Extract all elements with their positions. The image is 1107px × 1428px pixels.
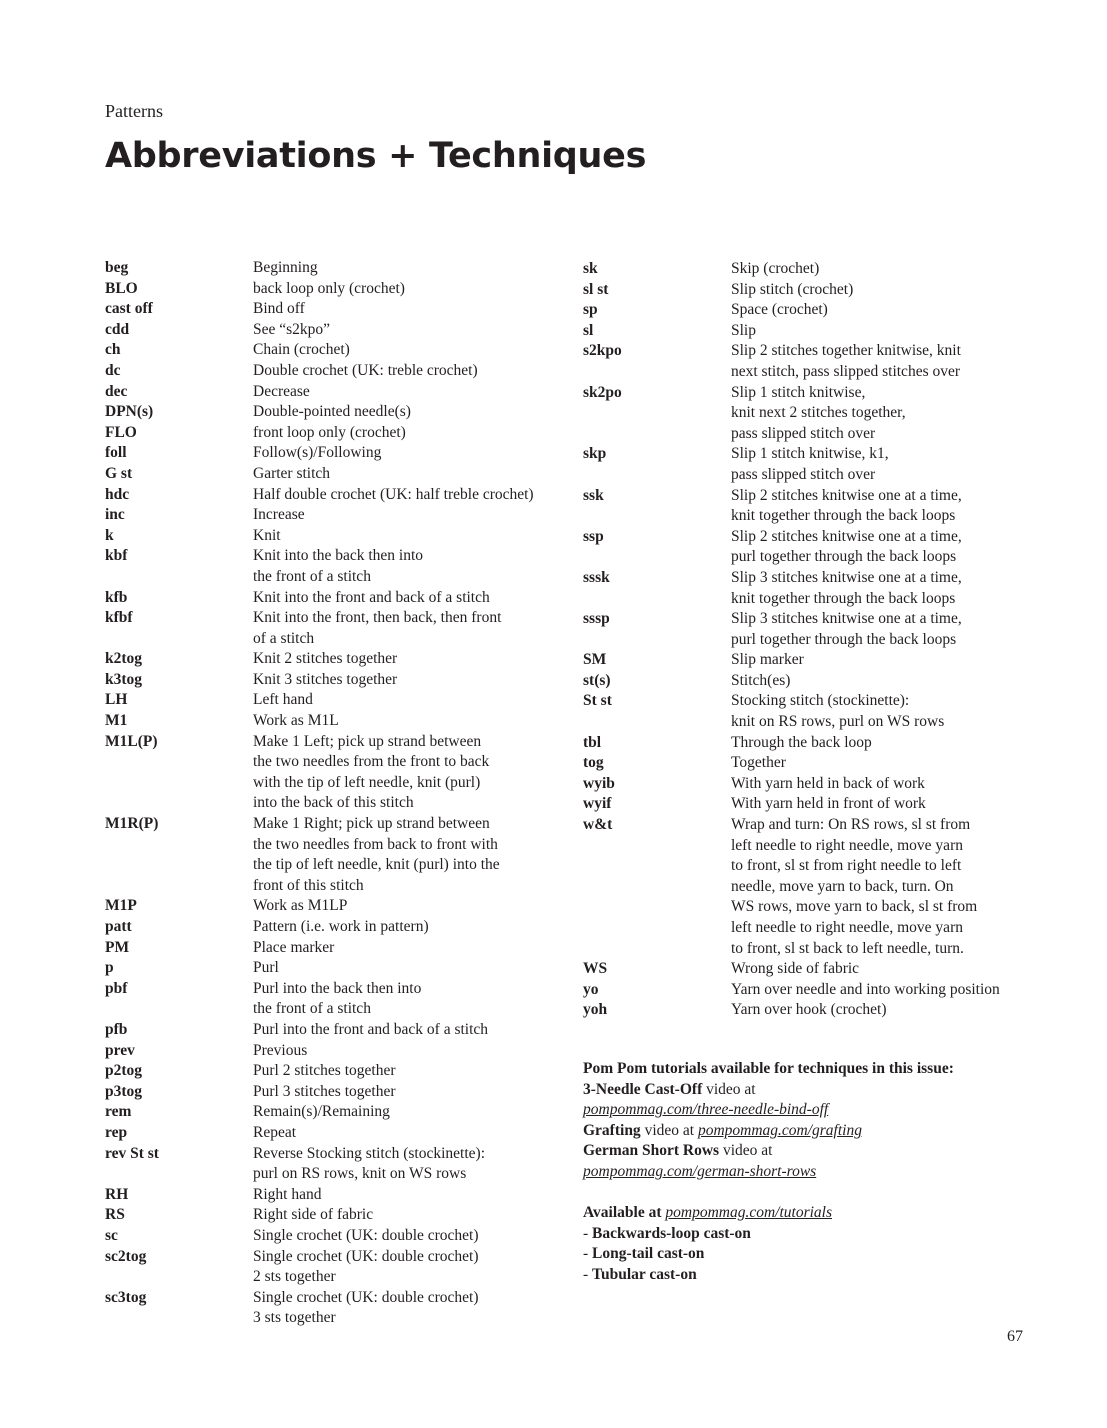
german-short-rows-link[interactable]: pompommag.com/german-short-rows [583,1162,817,1180]
page-number: 67 [1007,1328,1023,1345]
abbreviation-term: FLO [105,423,137,441]
abbreviation-entry [583,794,1043,815]
abbreviation-definition: Place marker [253,938,335,956]
abbreviation-term: WS [583,960,608,978]
abbreviation-term: rem [105,1103,132,1121]
abbreviation-definition: Slip [731,321,756,339]
list-item: Backwards-loop cast-on [592,1224,751,1242]
abbreviation-definition: Slip stitch (crochet) [731,280,854,298]
abbreviation-entry [105,690,555,711]
abbreviation-definition: Slip 2 stitches knitwise one at a time, knit together through the back loops [731,486,962,525]
abbreviation-definition: Slip marker [731,651,804,669]
abbreviation-entry [583,671,1043,692]
abbreviation-entry [105,526,555,547]
abbreviation-term: kfbf [105,609,133,627]
abbreviation-term: ssp [583,527,604,545]
abbreviation-entry [583,691,1043,732]
abbreviation-entry [105,1144,555,1185]
list-dash: - [583,1265,593,1283]
abbreviation-term: ch [105,341,121,359]
tutorials-heading: Pom Pom tutorials available for techniques in this issue: [583,1060,954,1077]
three-needle-link[interactable]: pompommag.com/three-needle-bind-off [583,1101,829,1119]
grafting-link[interactable]: pompommag.com/grafting [697,1121,862,1139]
abbreviation-entry [105,732,555,814]
abbreviation-entry [583,609,1043,650]
abbreviation-entry [105,464,555,485]
abbreviation-entry [105,382,555,403]
abbreviation-entry [583,321,1043,342]
abbreviation-definition: Increase [253,506,305,524]
abbreviation-term: foll [105,444,127,462]
abbreviation-entry [105,979,555,1020]
abbreviation-definition: Knit 3 stitches together [253,670,398,688]
abbreviation-definition: Knit into the back then into the front of a stitch [253,547,424,585]
abbreviation-definition: Through the back loop [731,733,872,751]
abbreviation-entry [105,299,555,320]
abbreviation-entry [583,383,1043,445]
abbreviation-definition: Yarn over hook (crochet) [731,1001,887,1019]
abbreviation-definition: front loop only (crochet) [253,423,406,441]
abbreviations-left-column [105,258,555,1329]
abbreviation-definition: Make 1 Left; pick up strand between the two needles from the front to back with the tip of left needle, knit (purl) into the back of this stitch [253,732,490,812]
abbreviation-entry [583,774,1043,795]
tutorial-notes [583,1059,1053,1286]
abbreviation-term: PM [105,938,130,956]
abbreviation-term: LH [105,691,128,709]
abbreviation-definition: Stocking stitch (stockinette): knit on RS rows, purl on WS rows [731,692,945,731]
abbreviation-term: skp [583,445,607,463]
abbreviation-term: cast off [105,300,153,318]
abbreviation-entry [583,300,1043,321]
abbreviation-term: DPN(s) [105,403,154,421]
abbreviation-entry [105,814,555,896]
abbreviation-entry [105,938,555,959]
abbreviation-term: pfb [105,1020,128,1038]
abbreviation-term: M1P [105,897,137,915]
abbreviation-entry [105,1061,555,1082]
abbreviation-entry [583,733,1043,754]
abbreviation-definition: Skip (crochet) [731,260,820,277]
abbreviation-entry [105,485,555,506]
abbreviation-term: wyif [583,795,612,813]
abbreviation-term: beg [105,259,129,276]
abbreviation-definition: Slip 2 stitches knitwise one at a time, purl together through the back loops [731,527,962,566]
abbreviation-definition: Follow(s)/Following [253,444,382,462]
abbreviation-term: cdd [105,320,130,338]
abbreviation-entry [105,711,555,732]
abbreviation-term: k [105,526,114,544]
three-needle-label: 3-Needle Cast-Off [583,1080,703,1098]
abbreviation-term: sc [105,1226,118,1244]
grafting-suffix: video at [640,1121,698,1139]
abbreviation-definition: Work as M1LP [253,897,348,915]
list-item: Long-tail cast-on [592,1245,705,1263]
abbreviation-entry [105,917,555,938]
abbreviation-term: sc2tog [105,1247,147,1265]
abbreviation-term: hdc [105,485,130,503]
abbreviation-entry [583,980,1043,1001]
abbreviation-term: kbf [105,547,128,565]
abbreviation-definition: Reverse Stocking stitch (stockinette): purl on RS rows, knit on WS rows [253,1144,486,1183]
abbreviation-definition: With yarn held in front of work [731,795,926,813]
abbreviation-definition: Knit 2 stitches together [253,650,398,668]
abbreviation-term: st(s) [583,671,611,689]
abbreviation-entry [105,320,555,341]
abbreviation-entry [105,1082,555,1103]
abbreviation-entry [105,1205,555,1226]
abbreviation-definition: Double crochet (UK: treble crochet) [253,361,478,379]
abbreviation-definition: Half double crochet (UK: half treble crochet) [253,485,534,503]
abbreviation-term: inc [105,506,125,524]
abbreviations-right-column [583,259,1043,1021]
abbreviation-definition: Right side of fabric [253,1206,374,1224]
abbreviation-entry [105,402,555,423]
abbreviation-term: p3tog [105,1082,143,1100]
abbreviation-term: G st [105,464,133,482]
abbreviation-entry [105,958,555,979]
abbreviation-definition: Knit [253,526,281,544]
abbreviation-entry [105,649,555,670]
abbreviation-definition: Previous [253,1041,308,1059]
abbreviation-term: RH [105,1185,129,1203]
abbreviation-definition: Work as M1L [253,712,339,730]
list-dash: - [583,1245,593,1263]
abbreviation-term: prev [105,1041,135,1059]
tutorials-link[interactable]: pompommag.com/tutorials [665,1204,832,1222]
abbreviation-term: wyib [583,774,615,792]
abbreviation-term: BLO [105,279,138,297]
abbreviation-entry [105,279,555,300]
abbreviation-definition: Knit into the front, then back, then front of a stitch [253,609,502,647]
abbreviation-definition: Purl [253,959,279,977]
abbreviation-definition: Single crochet (UK: double crochet) 3 sts together [253,1288,479,1327]
abbreviation-entry [105,505,555,526]
abbreviation-term: sk2po [583,383,622,401]
list-dash: - [583,1224,593,1242]
abbreviation-term: pbf [105,979,128,997]
german-short-rows-suffix: video at [719,1142,773,1160]
abbreviation-definition: Garter stitch [253,464,331,482]
abbreviation-entry [105,896,555,917]
abbreviation-definition: Together [731,754,786,772]
abbreviation-definition: Single crochet (UK: double crochet) [253,1226,479,1244]
abbreviation-definition: Stitch(es) [731,671,791,689]
abbreviation-definition: Chain (crochet) [253,341,350,359]
abbreviation-term: kfb [105,588,128,606]
abbreviation-entry [583,650,1043,671]
abbreviation-term: yoh [583,1001,608,1019]
abbreviation-term: rev St st [105,1144,159,1162]
abbreviation-entry [105,1247,555,1288]
abbreviation-term: patt [105,918,132,935]
abbreviation-term: ssk [583,486,604,504]
abbreviation-entry [105,423,555,444]
abbreviation-definition: Purl into the back then into the front of a stitch [253,979,422,1018]
abbreviation-term: yo [583,980,599,998]
abbreviation-entry [105,670,555,691]
abbreviation-term: sl st [583,280,609,298]
abbreviation-term: sssp [583,610,610,628]
abbreviation-term: tbl [583,733,602,751]
grafting-label: Grafting [583,1121,641,1139]
abbreviation-entry [105,258,555,279]
abbreviation-entry [583,815,1043,959]
abbreviation-definition: Right hand [253,1185,322,1203]
abbreviation-definition: With yarn held in back of work [731,774,925,792]
abbreviation-term: sk [583,260,598,277]
abbreviation-term: w&t [583,816,613,834]
abbreviation-definition: Wrap and turn: On RS rows, sl st from left needle to right needle, move yarn to front, sl st from right needle to left needle, move yarn to back, turn. On WS rows, move yarn to back, sl st from left needle to right needle, move yarn to front, sl st back to left needle, turn. [731,816,978,957]
abbreviation-definition: Make 1 Right; pick up strand between the two needles from back to front with the tip of left needle, knit (purl) into the front of this stitch [253,815,500,894]
abbreviation-term: dc [105,361,121,379]
abbreviation-entry [105,1185,555,1206]
abbreviation-term: RS [105,1206,125,1224]
abbreviation-entry [583,341,1043,382]
abbreviation-term: s2kpo [583,342,622,360]
abbreviation-definition: back loop only (crochet) [253,279,405,297]
abbreviation-term: dec [105,382,128,400]
abbreviation-definition: Slip 3 stitches knitwise one at a time, knit together through the back loops [731,568,962,607]
abbreviation-entry [583,568,1043,609]
abbreviation-entry [105,361,555,382]
abbreviation-term: sssk [583,568,610,586]
abbreviation-definition: Purl 3 stitches together [253,1082,396,1100]
abbreviation-term: M1L(P) [105,732,158,750]
abbreviation-entry [105,1123,555,1144]
abbreviation-entry [583,280,1043,301]
abbreviation-entry [105,443,555,464]
abbreviation-term: tog [583,754,604,772]
abbreviation-term: St st [583,692,612,710]
abbreviation-term: k3tog [105,670,143,688]
abbreviation-definition: Wrong side of fabric [731,960,860,978]
abbreviation-definition: Purl into the front and back of a stitch [253,1020,489,1038]
abbreviation-term: SM [583,651,607,669]
abbreviation-entry [105,1288,555,1329]
abbreviation-definition: Bind off [253,300,305,318]
list-item: Tubular cast-on [592,1265,697,1283]
abbreviation-term: k2tog [105,650,143,668]
available-prefix: Available at [583,1204,666,1222]
abbreviation-definition: Yarn over needle and into working position [731,980,1000,998]
abbreviation-definition: Double-pointed needle(s) [253,403,411,421]
abbreviation-definition: Knit into the front and back of a stitch [253,588,490,606]
abbreviation-entry [105,1020,555,1041]
abbreviation-definition: Single crochet (UK: double crochet) 2 sts together [253,1247,479,1286]
abbreviation-definition: Beginning [253,259,318,276]
abbreviation-definition: See “s2kpo” [253,320,331,338]
german-short-rows-label: German Short Rows [583,1142,720,1160]
abbreviation-entry [105,1226,555,1247]
abbreviation-term: p [105,959,114,977]
abbreviation-definition: Remain(s)/Remaining [253,1103,390,1121]
abbreviation-term: p2tog [105,1062,143,1080]
abbreviation-term: rep [105,1123,128,1141]
abbreviation-entry [583,1000,1043,1021]
abbreviation-definition: Slip 1 stitch knitwise, k1, pass slipped stitch over [731,445,889,483]
abbreviation-term: sc3tog [105,1288,147,1306]
abbreviation-definition: Decrease [253,382,310,400]
abbreviation-entry [105,1041,555,1062]
section-label: Patterns [105,101,163,121]
abbreviation-definition: Pattern (i.e. work in pattern) [253,918,429,935]
abbreviation-entry [583,753,1043,774]
abbreviation-definition: Left hand [253,691,313,709]
three-needle-suffix: video at [702,1080,756,1098]
abbreviation-entry [583,259,1043,280]
abbreviation-definition: Repeat [253,1123,297,1141]
abbreviation-entry [105,1102,555,1123]
abbreviation-definition: Slip 2 stitches together knitwise, knit next stitch, pass slipped stitches over [731,342,961,380]
abbreviation-entry [105,546,555,587]
abbreviation-entry [583,444,1043,485]
page-title: Abbreviations + Techniques [105,136,647,176]
abbreviation-definition: Slip 3 stitches knitwise one at a time, purl together through the back loops [731,610,962,648]
abbreviation-term: sl [583,321,594,339]
abbreviation-definition: Purl 2 stitches together [253,1062,396,1080]
abbreviation-entry [105,340,555,361]
abbreviation-term: sp [583,301,598,319]
abbreviation-definition: Space (crochet) [731,301,828,319]
abbreviation-term: M1R(P) [105,815,159,833]
abbreviation-entry [583,527,1043,568]
abbreviation-term: M1 [105,712,128,730]
abbreviation-entry [583,486,1043,527]
abbreviation-entry [583,959,1043,980]
abbreviation-entry [105,588,555,609]
abbreviation-entry [105,608,555,649]
abbreviation-definition: Slip 1 stitch knitwise, knit next 2 stitches together, pass slipped stitch over [731,383,906,442]
